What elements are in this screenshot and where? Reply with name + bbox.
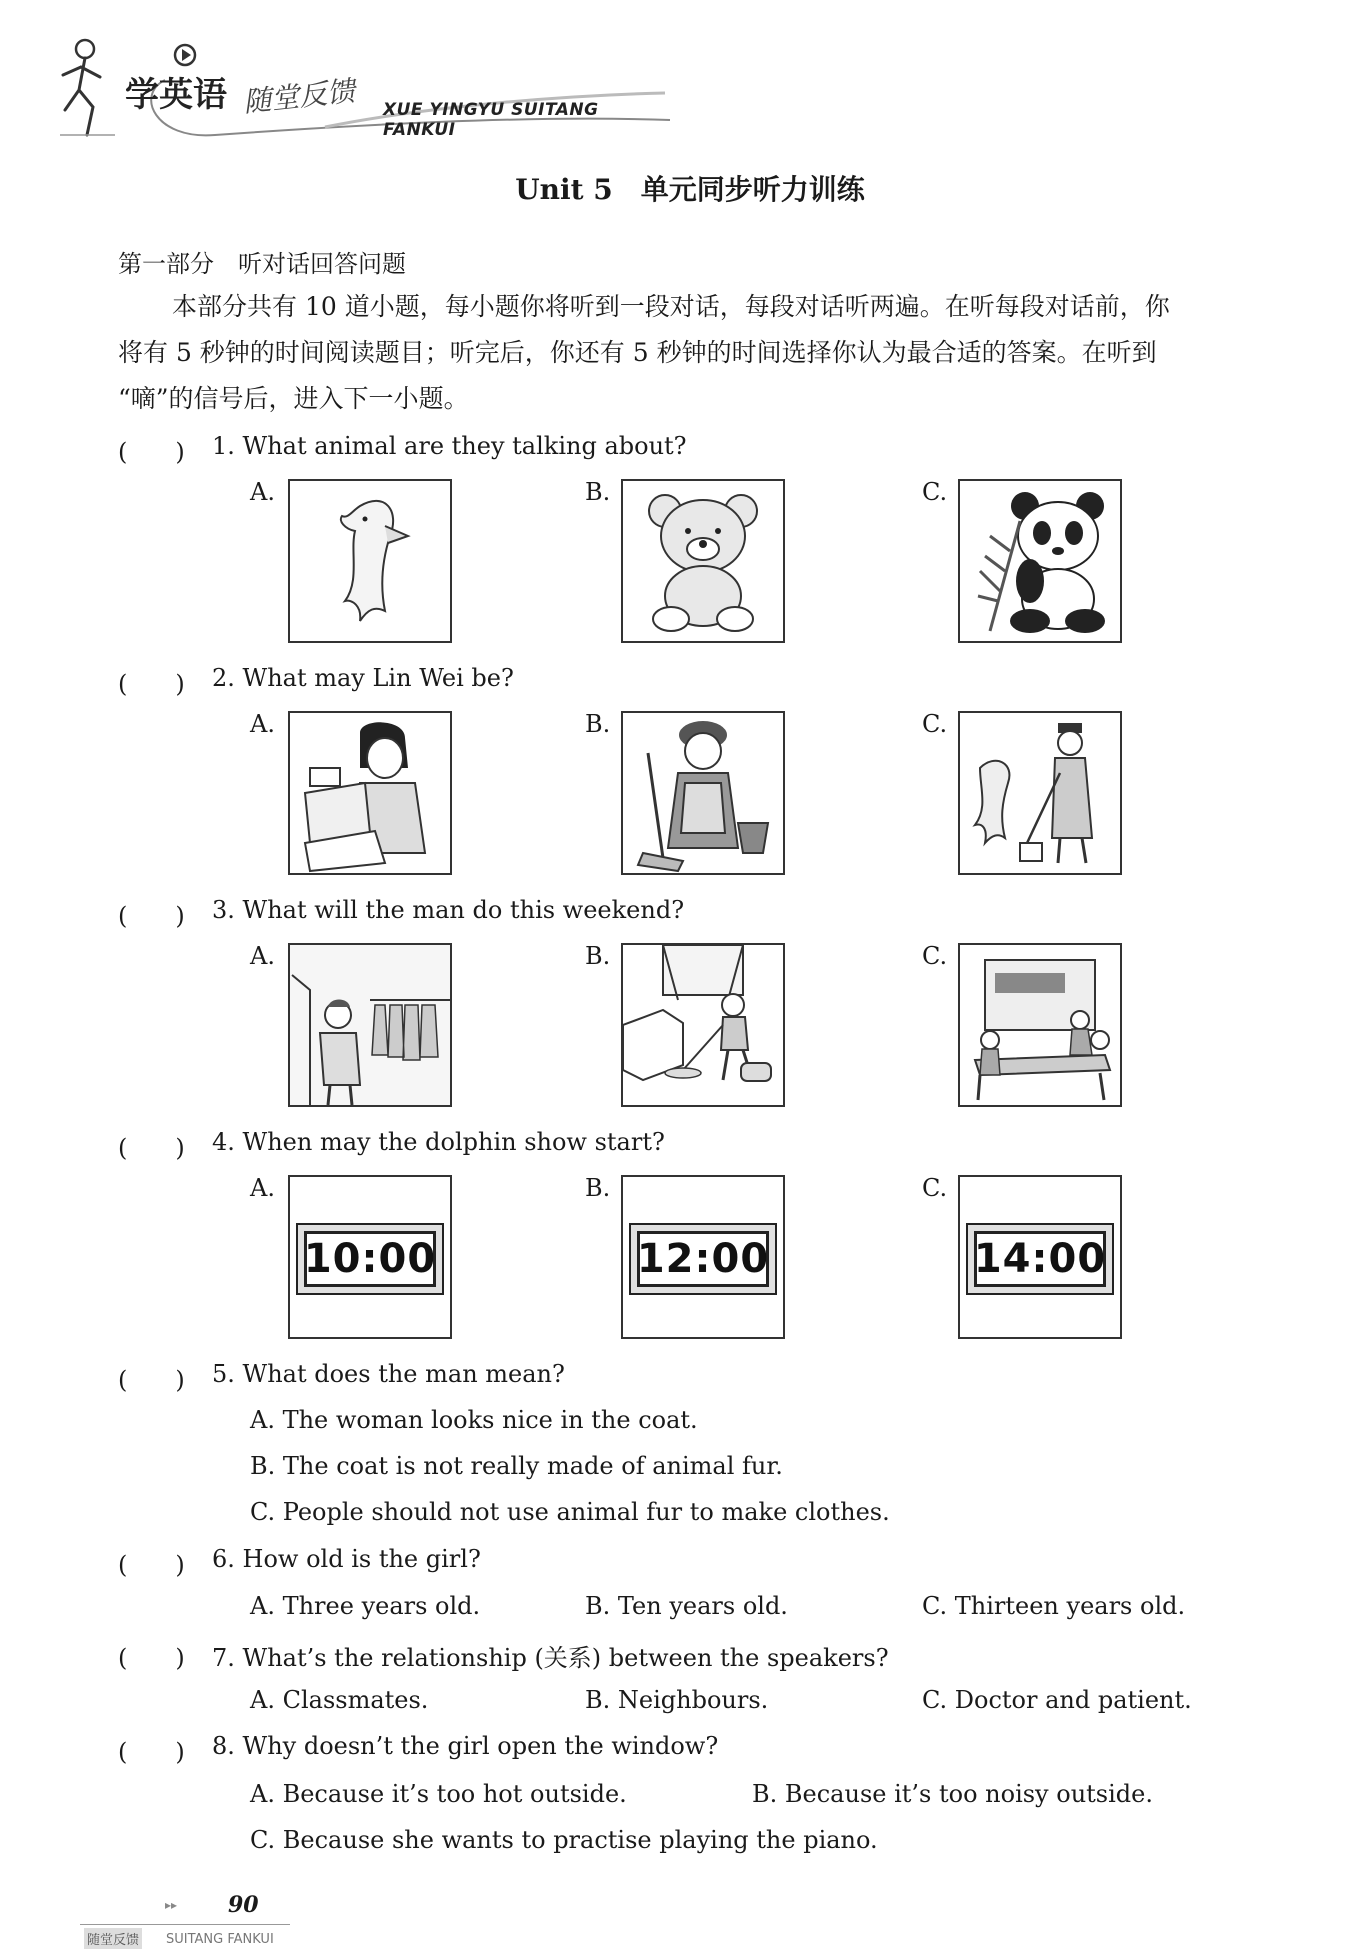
answer-option[interactable]: C. Doctor and patient. bbox=[922, 1686, 1192, 1714]
clock-time: 14:00 bbox=[974, 1231, 1106, 1287]
answer-bracket[interactable]: ( ) bbox=[118, 1644, 185, 1672]
option-picture-zoo-keeper[interactable] bbox=[958, 711, 1122, 875]
cashier-icon bbox=[290, 713, 450, 873]
question-8: 8. Why doesn’t the girl open the window? bbox=[212, 1732, 719, 1760]
option-letter: C. bbox=[922, 1174, 948, 1202]
answer-option[interactable]: A. Classmates. bbox=[250, 1686, 429, 1714]
digital-clock-icon bbox=[296, 1223, 444, 1295]
answer-option[interactable]: B. Ten years old. bbox=[585, 1592, 788, 1620]
answer-option[interactable]: C. People should not use animal fur to make clothes. bbox=[250, 1498, 890, 1526]
option-picture-cleaner[interactable] bbox=[621, 711, 785, 875]
teddy-bear-icon bbox=[623, 481, 783, 641]
footer-brand-cn: 随堂反馈 bbox=[84, 1928, 142, 1949]
option-picture-cashier[interactable] bbox=[288, 711, 452, 875]
panda-icon bbox=[960, 481, 1120, 641]
question-7: 7. What’s the relationship (关系) between the speakers? bbox=[212, 1644, 889, 1672]
footer bbox=[80, 1890, 300, 1950]
arrow-icon: ▸▸ bbox=[165, 1898, 178, 1912]
digital-clock-icon bbox=[629, 1223, 777, 1295]
option-picture-vacuuming[interactable] bbox=[621, 943, 785, 1107]
answer-option[interactable]: A. The woman looks nice in the coat. bbox=[250, 1406, 698, 1434]
question-5: 5. What does the man mean? bbox=[212, 1360, 565, 1388]
option-letter: C. bbox=[922, 710, 948, 738]
meeting-icon bbox=[960, 945, 1120, 1105]
question-6: 6. How old is the girl? bbox=[212, 1545, 481, 1573]
option-letter: B. bbox=[585, 478, 611, 506]
option-letter: C. bbox=[922, 942, 948, 970]
brand-pinyin: XUE YINGYU SUITANG FANKUI bbox=[383, 100, 599, 140]
section-title: 第一部分 听对话回答问题 bbox=[118, 250, 406, 278]
brand-sub-title: 随堂反馈 bbox=[241, 74, 357, 119]
page-title: Unit 5 单元同步听力训练 bbox=[515, 173, 865, 206]
answer-option[interactable]: B. Because it’s too noisy outside. bbox=[752, 1780, 1153, 1808]
question-4: 4. When may the dolphin show start? bbox=[212, 1128, 665, 1156]
dolphin-icon bbox=[290, 481, 450, 641]
page-number: 90 bbox=[228, 1892, 259, 1918]
digital-clock-icon bbox=[966, 1223, 1114, 1295]
question-2: 2. What may Lin Wei be? bbox=[212, 664, 514, 692]
option-letter: A. bbox=[250, 942, 275, 970]
answer-bracket[interactable]: ( ) bbox=[118, 902, 185, 930]
option-letter: B. bbox=[585, 710, 611, 738]
option-picture-panda[interactable] bbox=[958, 479, 1122, 643]
option-clock-c[interactable] bbox=[958, 1175, 1122, 1339]
option-picture-shopping[interactable] bbox=[288, 943, 452, 1107]
option-picture-dolphin[interactable] bbox=[288, 479, 452, 643]
option-picture-meeting[interactable] bbox=[958, 943, 1122, 1107]
option-letter: B. bbox=[585, 942, 611, 970]
vacuuming-icon bbox=[623, 945, 783, 1105]
instructions-line-3: “嘀”的信号后，进入下一小题。 bbox=[118, 384, 469, 413]
instructions-line-2: 将有 5 秒钟的时间阅读题目；听完后，你还有 5 秒钟的时间选择你认为最合适的答案。在听到 bbox=[118, 338, 1157, 367]
answer-option[interactable]: C. Thirteen years old. bbox=[922, 1592, 1186, 1620]
answer-bracket[interactable]: ( ) bbox=[118, 1366, 185, 1394]
cleaner-icon bbox=[623, 713, 783, 873]
option-clock-b[interactable] bbox=[621, 1175, 785, 1339]
answer-option[interactable]: B. Neighbours. bbox=[585, 1686, 769, 1714]
zoo-keeper-icon bbox=[960, 713, 1120, 873]
option-letter: A. bbox=[250, 710, 275, 738]
clock-time: 10:00 bbox=[304, 1231, 436, 1287]
option-clock-a[interactable] bbox=[288, 1175, 452, 1339]
clothes-shop-icon bbox=[290, 945, 450, 1105]
answer-bracket[interactable]: ( ) bbox=[118, 1738, 185, 1766]
option-letter: B. bbox=[585, 1174, 611, 1202]
option-letter: A. bbox=[250, 1174, 275, 1202]
footer-brand-pinyin: SUITANG FANKUI bbox=[166, 1932, 274, 1947]
option-letter: C. bbox=[922, 478, 948, 506]
question-1: 1. What animal are they talking about? bbox=[212, 432, 687, 460]
footer-rule bbox=[80, 1924, 290, 1925]
brand-main-title: 学英语 bbox=[125, 75, 227, 115]
answer-option[interactable]: A. Three years old. bbox=[250, 1592, 481, 1620]
option-letter: A. bbox=[250, 478, 275, 506]
answer-bracket[interactable]: ( ) bbox=[118, 438, 185, 466]
question-3: 3. What will the man do this weekend? bbox=[212, 896, 685, 924]
header bbox=[55, 35, 675, 145]
answer-bracket[interactable]: ( ) bbox=[118, 670, 185, 698]
answer-option[interactable]: C. Because she wants to practise playing the piano. bbox=[250, 1826, 878, 1854]
answer-option[interactable]: A. Because it’s too hot outside. bbox=[250, 1780, 627, 1808]
answer-bracket[interactable]: ( ) bbox=[118, 1551, 185, 1579]
answer-option[interactable]: B. The coat is not really made of animal fur. bbox=[250, 1452, 783, 1480]
option-picture-teddy-bear[interactable] bbox=[621, 479, 785, 643]
instructions-line-1: 本部分共有 10 道小题，每小题你将听到一段对话，每段对话听两遍。在听每段对话前，你 bbox=[172, 292, 1170, 321]
clock-time: 12:00 bbox=[637, 1231, 769, 1287]
answer-bracket[interactable]: ( ) bbox=[118, 1134, 185, 1162]
